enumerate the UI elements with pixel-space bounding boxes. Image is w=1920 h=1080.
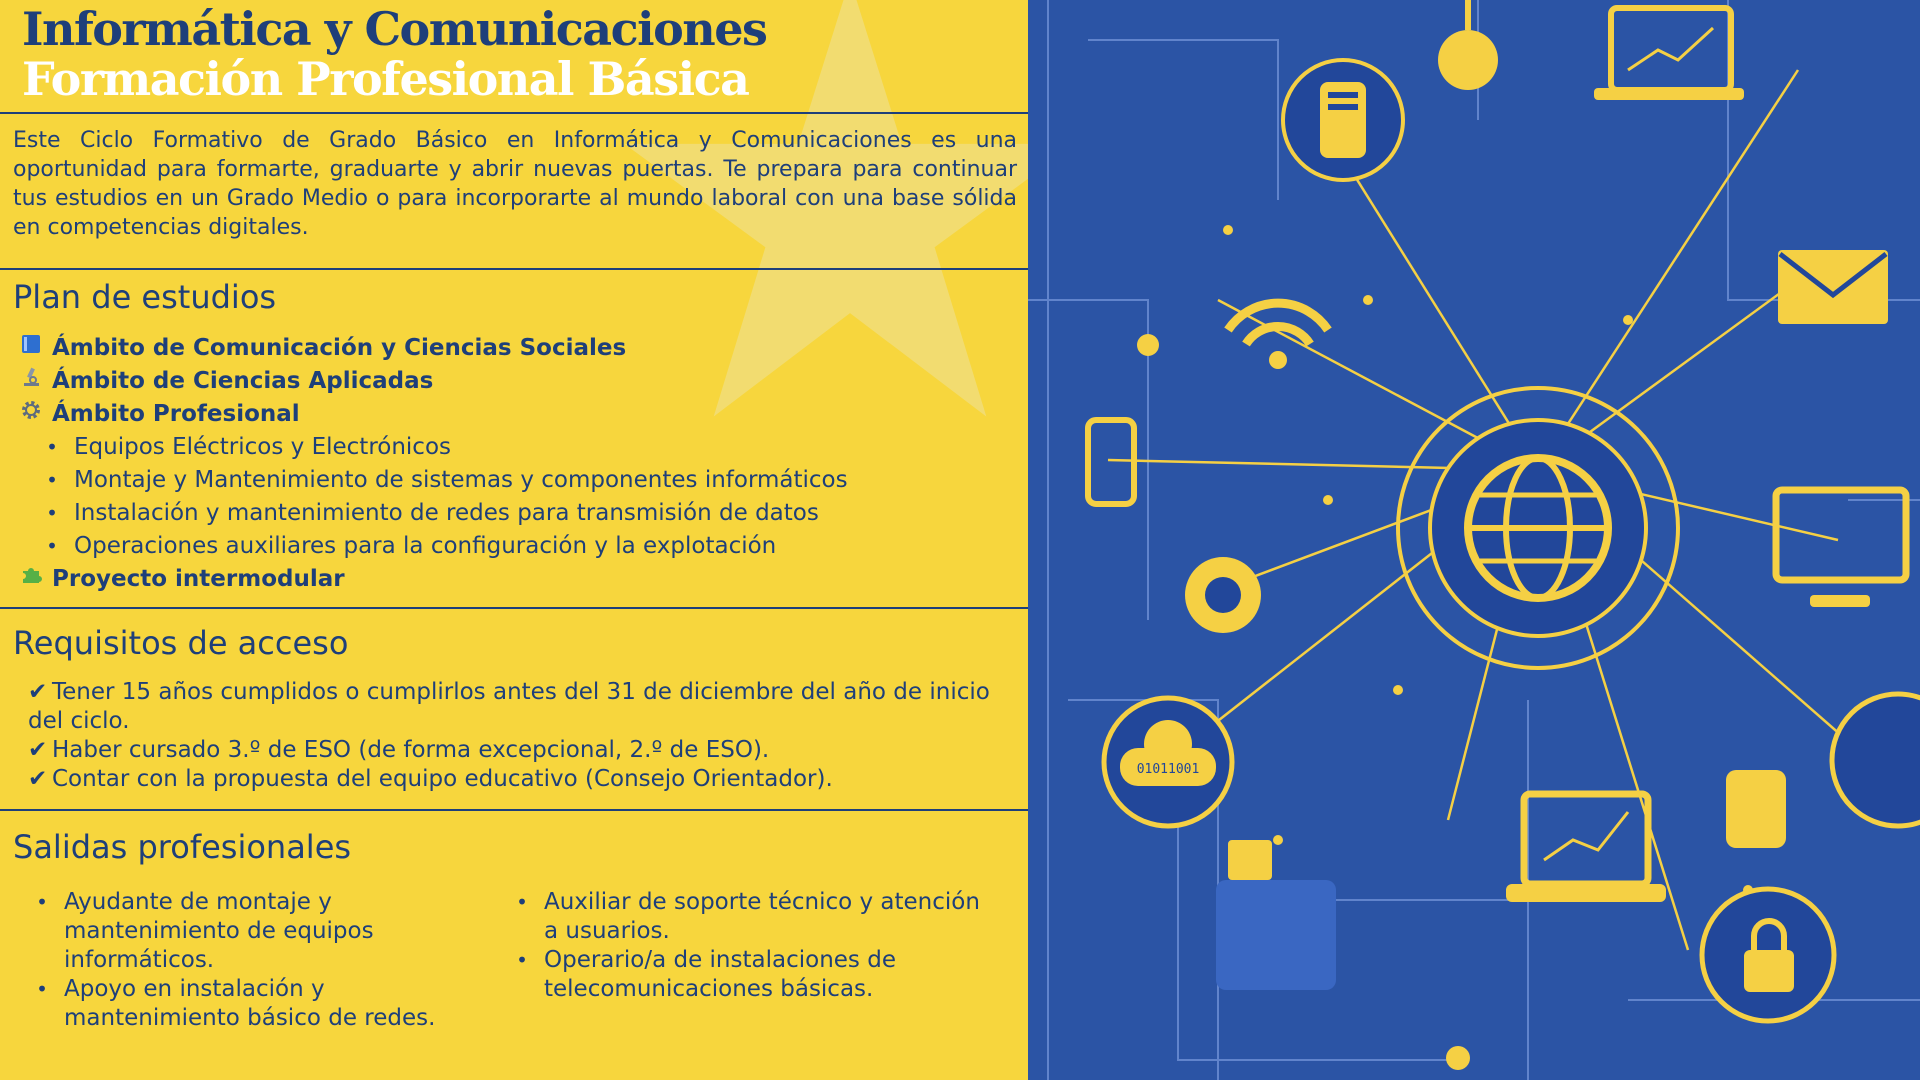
svg-text:01011001: 01011001 bbox=[1136, 762, 1200, 777]
gear-icon bbox=[18, 398, 44, 431]
title-line-1: Informática y Comunicaciones bbox=[22, 2, 767, 56]
requisitos-list bbox=[28, 678, 1018, 794]
modulo-item: • Montaje y Mantenimiento de sistemas y componentes informáticos bbox=[46, 467, 848, 493]
modulo-item: • Equipos Eléctricos y Electrónicos bbox=[46, 434, 452, 460]
modulo-item: • Operaciones auxiliares para la configuración y la explotación bbox=[46, 533, 777, 559]
divider bbox=[0, 112, 1028, 114]
requisitos-heading: Requisitos de acceso bbox=[13, 624, 349, 662]
ambito-item: Ámbito Profesional bbox=[18, 398, 848, 431]
page-title bbox=[22, 4, 766, 104]
modulo-item: • Instalación y mantenimiento de redes para transmisión de datos bbox=[46, 500, 819, 526]
intro-text: Este Ciclo Formativo de Grado Básico en Informática y Comunicaciones es una oportunidad para formarte, graduarte y abrir nuevas puertas. Te prepara para continuar tus estudios en un Grado Medio o para incorporarte al mundo laboral con una base sólida en competencias digitales. bbox=[13, 128, 1017, 240]
divider bbox=[0, 607, 1028, 609]
ambito-item: Ámbito de Comunicación y Ciencias Sociales bbox=[18, 332, 848, 365]
title-line-2: Formación Profesional Básica bbox=[22, 52, 749, 106]
network-illustration bbox=[1028, 0, 1920, 1080]
salida-item: • Auxiliar de soporte técnico y atención a usuarios. bbox=[516, 889, 980, 944]
salida-item: • Apoyo en instalación y mantenimiento básico de redes. bbox=[36, 976, 436, 1031]
globe-icon bbox=[1398, 388, 1678, 668]
proyecto-item: Proyecto intermodular bbox=[18, 563, 848, 596]
divider bbox=[0, 268, 1028, 270]
book-icon bbox=[18, 332, 44, 365]
requisito-item: ✔ Haber cursado 3.º de ESO (de forma excepcional, 2.º de ESO). bbox=[28, 737, 770, 763]
microscope-icon bbox=[18, 365, 44, 398]
salidas-col-1 bbox=[20, 888, 500, 1033]
check-icon: ✔ bbox=[28, 679, 48, 705]
salidas-heading: Salidas profesionales bbox=[13, 828, 352, 866]
puzzle-icon bbox=[18, 563, 44, 596]
divider bbox=[0, 809, 1028, 811]
salidas-col-2 bbox=[500, 888, 1000, 1004]
salida-item: • Operario/a de instalaciones de telecomunicaciones básicas. bbox=[516, 947, 896, 1002]
check-icon: ✔ bbox=[28, 737, 48, 763]
plan-heading: Plan de estudios bbox=[13, 278, 277, 316]
check-icon: ✔ bbox=[28, 766, 48, 792]
plan-list bbox=[18, 332, 848, 596]
ambito-item: Ámbito de Ciencias Aplicadas bbox=[18, 365, 848, 398]
salida-item: • Ayudante de montaje y mantenimiento de equipos informáticos. bbox=[36, 889, 374, 973]
requisito-item: ✔ Tener 15 años cumplidos o cumplirlos antes del 31 de diciembre del año de inicio del ciclo. bbox=[28, 679, 990, 734]
requisito-item: ✔ Contar con la propuesta del equipo educativo (Consejo Orientador). bbox=[28, 766, 833, 792]
network-illustration-art bbox=[1028, 0, 1920, 1080]
